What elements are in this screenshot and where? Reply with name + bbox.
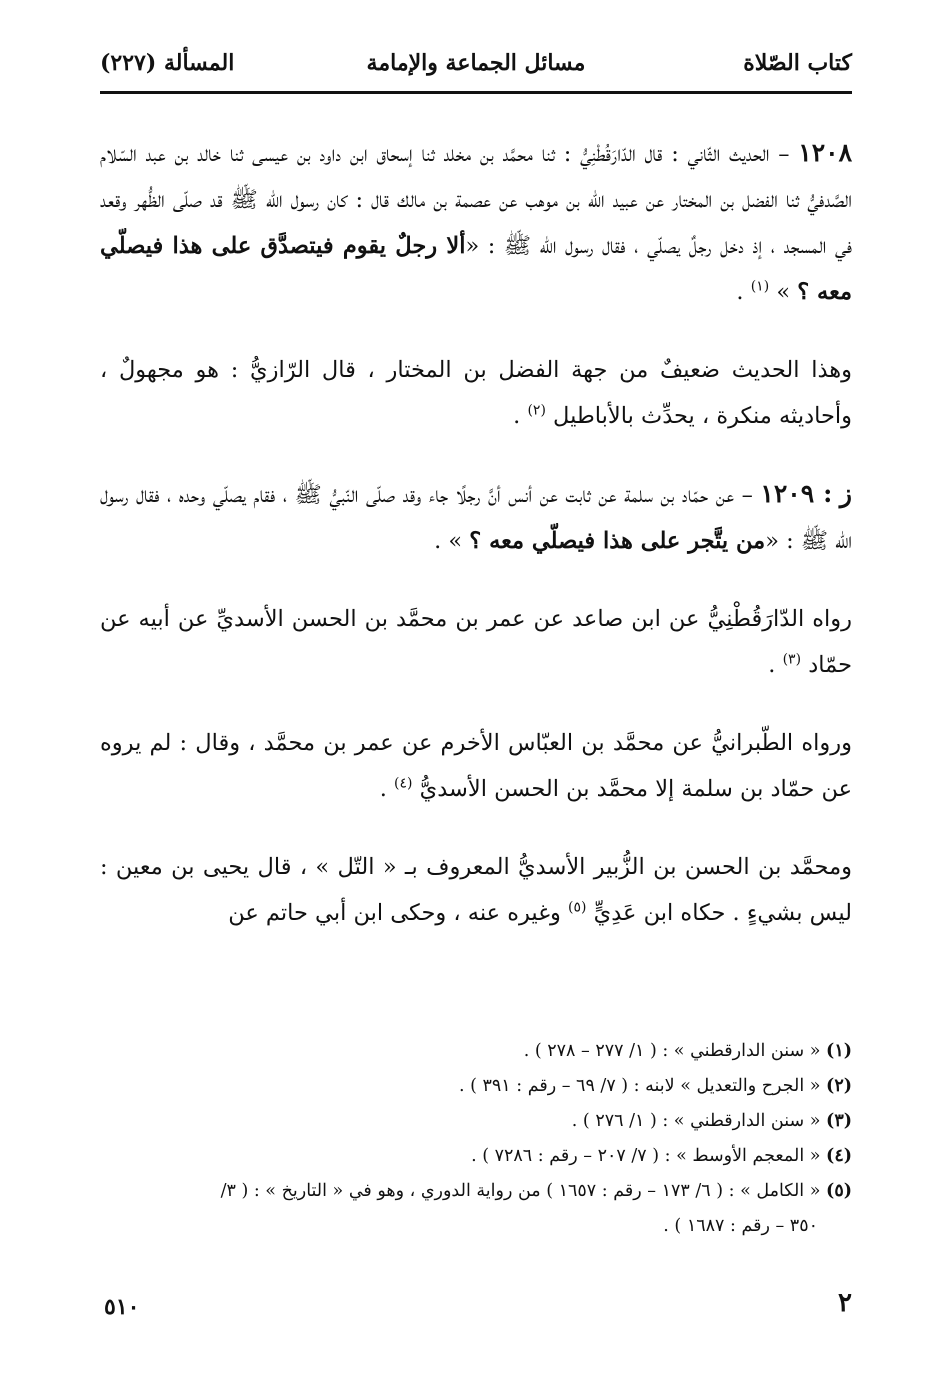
paragraph-text: – الحديث الثّاني : قال الدّارَقُطْنِيُّ : ثنا محمَّد بن مخلد ثنا إسحاق ابن داود بن عيسى ثنا خالد بن عبد السّلام الصَّدفيُّ ثنا الفضل بن المختار عن عبيد الله بن موهب عن عصمة بن مالك قال : كان رسول الله ﷺ قد صلّى الظُّهر وقعد في المسجد ، إذ دخل رجلٌ يصلّي ، فقال رسول الله ﷺ : « (100, 141, 852, 259)
paragraph-tail: . (768, 652, 783, 678)
footnote-item (100, 1034, 852, 1069)
commentary-paragraph (100, 720, 852, 812)
footnotes (100, 1034, 852, 1244)
footnote-text: « سنن الدارقطني » : ( ١/ ٢٧٧ – ٢٧٨ ) . (523, 1041, 821, 1061)
footnote-item (100, 1174, 852, 1209)
footnote-number: (٣) (826, 1111, 852, 1131)
header-rule (100, 91, 852, 94)
footnote-item (100, 1069, 852, 1104)
hadith-paragraph (100, 130, 852, 315)
hadith-quote: من يتَّجر على هذا فيصلّي معه ؟ (469, 528, 766, 554)
addition-marker: ز (839, 479, 852, 508)
paragraph-tail: . (513, 403, 528, 429)
footnote-text: « سنن الدارقطني » : ( ١/ ٢٧٦ ) . (571, 1111, 821, 1131)
commentary-paragraph (100, 596, 852, 688)
footnote-text: « الجرح والتعديل » لابنه : ( ٧/ ٦٩ – رقم : ٣٩١ ) . (458, 1076, 821, 1096)
hadith-paragraph (100, 471, 852, 564)
commentary-paragraph (100, 347, 852, 439)
footnote-number: (١) (826, 1041, 852, 1061)
footnote-number: (٤) (826, 1146, 852, 1166)
footnote-item (100, 1104, 852, 1139)
paragraph-text: وهذا الحديث ضعيفٌ من جهة الفضل بن المختار ، قال الرّازيُّ : هو مجهولٌ ، وأحاديثه منكرة ، يحدِّث بالأباطيل (100, 357, 852, 429)
footnote-ref: (٢) (527, 402, 546, 419)
paragraph-tail: وغيره عنه ، وحكى ابن أبي حاتم عن (228, 900, 568, 926)
section-title: مسائل الجماعة والإمامة (366, 50, 586, 76)
footnote-item (100, 1139, 852, 1174)
footnote-continuation: ٣٥٠ – رقم : ١٦٨٧ ) . (663, 1216, 818, 1236)
footnote-ref: (٥) (568, 899, 587, 916)
quote-close: » (769, 279, 798, 305)
paragraph-text: – عن حمّاد بن سلمة عن ثابت عن أنس أنَّ رجلًا جاء وقد صلّى النّبيُّ ﷺ ، فقام يصلّي وحده ، فقال رسول الله ﷺ : « (100, 482, 852, 554)
page-number: ٥١٠ (104, 1294, 140, 1320)
footnote-text: « المعجم الأوسط » : ( ٧/ ٢٠٧ – رقم : ٧٢٨٦ ) . (471, 1146, 821, 1166)
quote-close: » . (434, 528, 470, 554)
page-header (100, 44, 852, 94)
footnote-number: (٢) (826, 1076, 852, 1096)
footnote-text: « الكامل » : ( ٦/ ١٧٣ – رقم : ١٦٥٧ ) من رواية الدوري ، وهو في « التاريخ » : ( ٣/ (220, 1181, 821, 1201)
book-title: كتاب الصّلاة (743, 50, 852, 76)
paragraph-tail: . (736, 279, 751, 305)
footnote-ref: (٤) (394, 775, 413, 792)
main-text (100, 130, 852, 968)
signature-mark: ٢ (838, 1288, 852, 1318)
footnote-ref: (٣) (782, 651, 802, 668)
paragraph-text: رواه الدّارَقُطْنِيُّ عن ابن صاعد عن عمر بن محمَّد بن الحسن الأسديِّ عن أبيه عن حمّاد (100, 606, 852, 678)
commentary-paragraph (100, 844, 852, 936)
hadith-quote: ألا رجلٌ يقوم فيتصدَّق على هذا فيصلّي معه ؟ (100, 233, 852, 305)
paragraph-text: ومحمَّد بن الحسن بن الزُّبير الأسديُّ المعروف بـ « التّل » ، قال يحيى بن معين : ليس بشيءٍ . حكاه ابن عَدِيٍّ (100, 854, 852, 926)
footnote-number: (٥) (826, 1181, 852, 1201)
paragraph-tail: . (379, 776, 394, 802)
issue-label: المسألة (٢٢٧) (100, 50, 235, 76)
paragraph-text: ورواه الطّبرانيُّ عن محمَّد بن العبّاس الأخرم عن عمر بن محمَّد ، وقال : لم يروه عن حمّاد بن سلمة إلا محمَّد بن الحسن الأسديُّ (100, 730, 852, 802)
footnote-ref: (١) (750, 278, 770, 295)
hadith-number: ١٢٠٨ (798, 138, 852, 167)
hadith-number: : ١٢٠٩ (760, 479, 833, 508)
